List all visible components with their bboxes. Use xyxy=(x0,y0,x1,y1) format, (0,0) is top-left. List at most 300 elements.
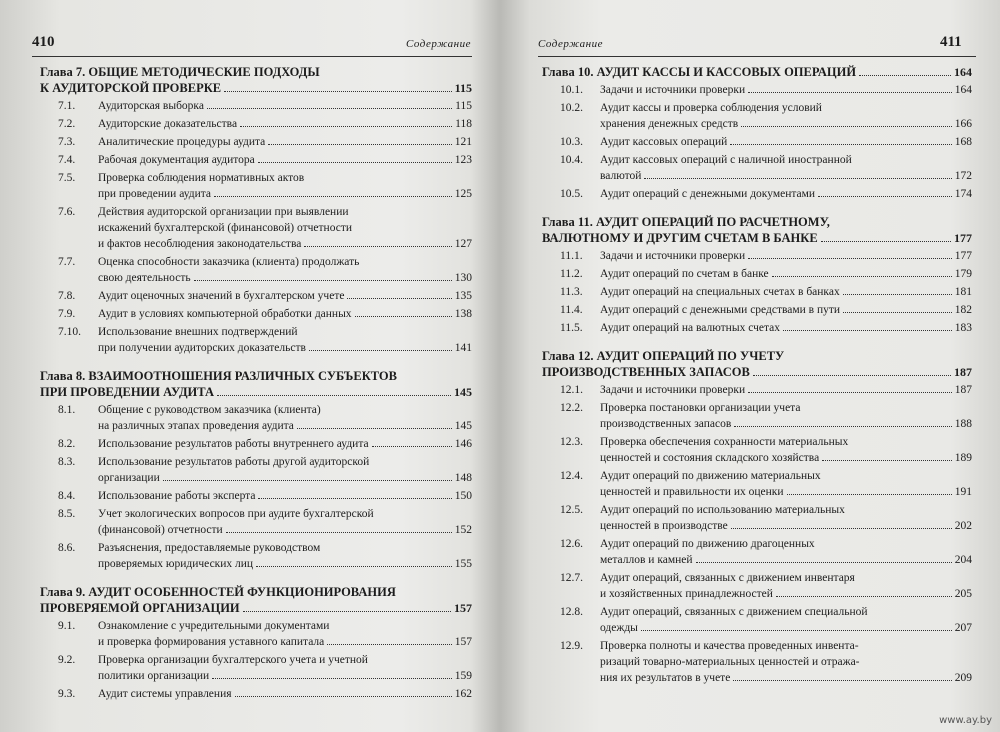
entry-page-number: 166 xyxy=(954,118,972,130)
dot-leader xyxy=(309,350,452,351)
chapter-title-line: ПРОВЕРЯЕМОЙ ОРГАНИЗАЦИИ xyxy=(40,601,240,615)
entry-page-number: 115 xyxy=(455,100,472,112)
entry-line: Оценка способности заказчика (клиента) продолжать xyxy=(98,256,360,268)
toc-entry xyxy=(40,402,472,434)
entry-last-line xyxy=(98,98,472,114)
entry-last-line xyxy=(600,518,972,534)
dot-leader xyxy=(243,611,451,612)
entry-number: 8.1. xyxy=(58,404,76,416)
entry-text xyxy=(600,186,972,202)
entry-page-number: 187 xyxy=(954,384,972,396)
entry-line: ния их результатов в учете xyxy=(600,672,731,684)
entry-text xyxy=(600,320,972,336)
entry-last-line xyxy=(600,248,972,264)
running-head: Содержание xyxy=(406,38,472,50)
page-number: 410 xyxy=(32,34,55,50)
entry-last-line xyxy=(600,552,972,568)
entry-page-number: 205 xyxy=(954,588,972,600)
entry-line: Аудит кассы и проверка соблюдения условий xyxy=(600,102,822,114)
dot-leader xyxy=(734,426,951,427)
entry-line: проверяемых юридических лиц xyxy=(98,558,254,570)
dot-leader xyxy=(748,92,952,93)
entry-text xyxy=(600,248,972,264)
dot-leader xyxy=(843,294,952,295)
toc-entry xyxy=(40,454,472,486)
entry-text xyxy=(98,506,472,538)
dot-leader xyxy=(843,312,952,313)
dot-leader xyxy=(372,446,452,447)
entry-text xyxy=(600,570,972,602)
entry-line: Аудит операций на специальных счетах в банках xyxy=(600,286,840,298)
entry-last-line xyxy=(600,302,972,318)
chapter-title xyxy=(40,584,472,616)
toc-entry xyxy=(40,170,472,202)
chapter-title-line: Глава 12. АУДИТ ОПЕРАЦИЙ ПО УЧЕТУ xyxy=(542,349,785,363)
toc-entry xyxy=(542,284,972,300)
entry-number: 12.2. xyxy=(560,402,583,414)
entry-line: Аудит операций с денежными документами xyxy=(600,188,816,200)
entry-line: ценностей и правильности их оценки xyxy=(600,486,784,498)
entry-last-line xyxy=(98,668,472,684)
dot-leader xyxy=(733,680,951,681)
entry-page-number: 202 xyxy=(954,520,972,532)
chapter-title-row xyxy=(40,80,472,96)
chapter-title-row xyxy=(542,230,972,246)
entry-number: 8.6. xyxy=(58,542,76,554)
entry-last-line xyxy=(98,522,472,538)
entry-line: Проверка постановки организации учета xyxy=(600,402,801,414)
entry-last-line xyxy=(600,116,972,132)
entry-line: и фактов несоблюдения законодательства xyxy=(98,238,302,250)
entry-line: Аудит операций с денежными средствами в пути xyxy=(600,304,841,316)
entry-page-number: 207 xyxy=(954,622,972,634)
entry-number: 7.3. xyxy=(58,136,76,148)
entry-page-number: 145 xyxy=(454,420,472,432)
entry-text xyxy=(98,454,472,486)
dot-leader xyxy=(355,316,452,317)
entry-line: металлов и камней xyxy=(600,554,693,566)
entry-line: искажений бухгалтерской (финансовой) отчетности xyxy=(98,222,353,234)
entry-last-line xyxy=(600,620,972,636)
entry-text xyxy=(98,618,472,650)
toc-entry xyxy=(542,82,972,98)
entry-number: 11.2. xyxy=(560,268,583,280)
chapter-title-line: ПРОИЗВОДСТВЕННЫХ ЗАПАСОВ xyxy=(542,365,750,379)
entry-number: 10.4. xyxy=(560,154,583,166)
dot-leader xyxy=(304,246,451,247)
entry-page-number: 121 xyxy=(454,136,472,148)
entry-text xyxy=(600,302,972,318)
entry-number: 10.3. xyxy=(560,136,583,148)
entry-text xyxy=(98,134,472,150)
entry-text xyxy=(600,152,972,184)
entry-page-number: 204 xyxy=(954,554,972,566)
entry-last-line xyxy=(98,186,472,202)
entry-line: Аудит операций по движению драгоценных xyxy=(600,538,815,550)
entry-number: 7.4. xyxy=(58,154,76,166)
dot-leader xyxy=(235,696,452,697)
toc-entry xyxy=(40,540,472,572)
chapter-title-line: Глава 7. ОБЩИЕ МЕТОДИЧЕСКИЕ ПОДХОДЫ xyxy=(40,65,320,79)
entry-page-number: 174 xyxy=(954,188,972,200)
chapter-title-line: Глава 11. АУДИТ ОПЕРАЦИЙ ПО РАСЧЕТНОМУ, xyxy=(542,215,830,229)
chapter-section xyxy=(40,368,472,572)
entry-line: Аудиторская выборка xyxy=(98,100,204,112)
entry-number: 12.4. xyxy=(560,470,583,482)
watermark: www.ay.by xyxy=(939,715,992,726)
entry-line: ценностей и состояния складского хозяйства xyxy=(600,452,820,464)
entry-text xyxy=(600,468,972,500)
entry-line: Аудит системы управления xyxy=(98,688,232,700)
entry-page-number: 164 xyxy=(954,84,972,96)
entry-text xyxy=(600,134,972,150)
entry-text xyxy=(600,434,972,466)
dot-leader xyxy=(217,395,451,396)
entry-last-line xyxy=(600,484,972,500)
entry-page-number: 155 xyxy=(454,558,472,570)
entry-text xyxy=(98,288,472,304)
entry-last-line xyxy=(600,284,972,300)
dot-leader xyxy=(822,460,952,461)
entry-line: на различных этапах проведения аудита xyxy=(98,420,294,432)
entry-last-line xyxy=(600,586,972,602)
entry-line: Аудит операций на валютных счетах xyxy=(600,322,780,334)
chapter-title-row xyxy=(542,364,972,380)
toc-right xyxy=(542,64,972,692)
toc-entry xyxy=(40,436,472,452)
toc-entry xyxy=(40,686,472,702)
entry-line: при проведении аудита xyxy=(98,188,212,200)
chapter-page-number: 187 xyxy=(954,365,972,379)
entry-page-number: 168 xyxy=(954,136,972,148)
toc-entry xyxy=(542,266,972,282)
entry-number: 12.3. xyxy=(560,436,583,448)
dot-leader xyxy=(163,480,452,481)
dot-leader xyxy=(787,494,952,495)
entry-line: Задачи и источники проверки xyxy=(600,84,746,96)
entry-number: 8.2. xyxy=(58,438,76,450)
entry-last-line xyxy=(600,82,972,98)
entry-line: одежды xyxy=(600,622,638,634)
entry-last-line xyxy=(98,116,472,132)
dot-leader xyxy=(214,196,452,197)
entry-line: Аудит операций по использованию материальных xyxy=(600,504,845,516)
entry-page-number: 138 xyxy=(454,308,472,320)
entry-line: Проверка полноты и качества проведенных инвента- xyxy=(600,640,859,652)
chapter-title xyxy=(40,64,472,96)
dot-leader xyxy=(821,241,951,242)
toc-entry xyxy=(542,638,972,686)
entry-number: 9.2. xyxy=(58,654,76,666)
entry-number: 12.1. xyxy=(560,384,583,396)
entry-text xyxy=(600,536,972,568)
chapter-section xyxy=(542,214,972,336)
entry-text xyxy=(98,436,472,452)
entry-line: Использование внешних подтверждений xyxy=(98,326,298,338)
entry-page-number: 123 xyxy=(454,154,472,166)
entry-line: Разъяснения, предоставляемые руководством xyxy=(98,542,321,554)
entry-last-line xyxy=(600,266,972,282)
entry-number: 7.2. xyxy=(58,118,76,130)
dot-leader xyxy=(258,498,451,499)
chapter-title-line: Глава 8. ВЗАИМООТНОШЕНИЯ РАЗЛИЧНЫХ СУБЪЕКТОВ xyxy=(40,369,397,383)
dot-leader xyxy=(226,532,452,533)
entry-number: 12.5. xyxy=(560,504,583,516)
entry-number: 11.3. xyxy=(560,286,583,298)
entry-last-line xyxy=(600,168,972,184)
running-head: Содержание xyxy=(538,38,604,50)
entry-text xyxy=(98,652,472,684)
chapter-title-row xyxy=(542,64,972,80)
header-rule xyxy=(538,56,976,57)
toc-entry xyxy=(542,536,972,568)
entry-line: Аудит в условиях компьютерной обработки данных xyxy=(98,308,352,320)
toc-entry xyxy=(542,400,972,432)
toc-entry xyxy=(40,506,472,538)
entry-last-line xyxy=(98,236,472,252)
entry-line: валютой xyxy=(600,170,642,182)
chapter-title-row xyxy=(40,384,472,400)
toc-entry xyxy=(40,288,472,304)
toc-entry xyxy=(542,100,972,132)
entry-last-line xyxy=(600,670,972,686)
toc-entry xyxy=(542,320,972,336)
entry-line: и хозяйственных принадлежностей xyxy=(600,588,773,600)
entry-last-line xyxy=(600,186,972,202)
entry-page-number: 182 xyxy=(954,304,972,316)
entry-number: 10.1. xyxy=(560,84,583,96)
entry-page-number: 183 xyxy=(954,322,972,334)
chapter-section xyxy=(40,64,472,356)
entry-number: 12.7. xyxy=(560,572,583,584)
toc-entry xyxy=(40,116,472,132)
entry-page-number: 150 xyxy=(454,490,472,502)
dot-leader xyxy=(783,330,952,331)
entry-line: Использование работы эксперта xyxy=(98,490,256,502)
entry-number: 7.1. xyxy=(58,100,76,112)
chapter-section xyxy=(542,348,972,686)
chapter-title xyxy=(542,348,972,380)
entry-page-number: 125 xyxy=(454,188,472,200)
dot-leader xyxy=(730,144,952,145)
entry-text xyxy=(600,100,972,132)
dot-leader xyxy=(859,75,951,76)
toc-entry xyxy=(542,302,972,318)
entry-last-line xyxy=(98,634,472,650)
entry-page-number: 209 xyxy=(954,672,972,684)
chapter-page-number: 157 xyxy=(454,601,472,615)
toc-entry xyxy=(542,248,972,264)
toc-entry xyxy=(542,134,972,150)
entry-number: 7.8. xyxy=(58,290,76,302)
entry-line: при получении аудиторских доказательств xyxy=(98,342,306,354)
entry-page-number: 135 xyxy=(454,290,472,302)
entry-page-number: 152 xyxy=(454,524,472,536)
toc-entry xyxy=(40,98,472,114)
entry-last-line xyxy=(98,270,472,286)
entry-text xyxy=(600,502,972,534)
entry-text xyxy=(98,306,472,322)
chapter-section xyxy=(40,584,472,702)
dot-leader xyxy=(748,258,952,259)
chapter-title-line: К АУДИТОРСКОЙ ПРОВЕРКЕ xyxy=(40,81,222,95)
chapter-page-number: 177 xyxy=(954,231,972,245)
entry-number: 9.1. xyxy=(58,620,76,632)
entry-number: 11.1. xyxy=(560,250,583,262)
dot-leader xyxy=(258,162,452,163)
entry-line: Аналитические процедуры аудита xyxy=(98,136,266,148)
entry-line: Ознакомление с учредительными документами xyxy=(98,620,330,632)
entry-page-number: 148 xyxy=(454,472,472,484)
page-number: 411 xyxy=(940,34,962,50)
entry-text xyxy=(98,324,472,356)
right-page xyxy=(522,0,1000,732)
entry-last-line xyxy=(98,488,472,504)
entry-line: производственных запасов xyxy=(600,418,732,430)
entry-text xyxy=(600,638,972,686)
dot-leader xyxy=(731,528,952,529)
toc-entry xyxy=(40,306,472,322)
entry-page-number: 118 xyxy=(455,118,472,130)
chapter-page-number: 164 xyxy=(954,65,972,79)
entry-line: (финансовой) отчетности xyxy=(98,524,223,536)
entry-line: Действия аудиторской организации при выявлении xyxy=(98,206,349,218)
entry-last-line xyxy=(98,340,472,356)
toc-entry xyxy=(542,570,972,602)
toc-entry xyxy=(40,204,472,252)
entry-last-line xyxy=(600,450,972,466)
entry-line: Использование результатов работы другой аудиторской xyxy=(98,456,370,468)
entry-text xyxy=(98,116,472,132)
entry-last-line xyxy=(600,134,972,150)
toc-entry xyxy=(40,152,472,168)
chapter-title-row xyxy=(40,600,472,616)
entry-number: 11.5. xyxy=(560,322,583,334)
toc-entry xyxy=(542,382,972,398)
entry-line: Аудит кассовых операций xyxy=(600,136,728,148)
entry-text xyxy=(600,382,972,398)
entry-page-number: 189 xyxy=(954,452,972,464)
entry-line: ризаций товарно-материальных ценностей и отража- xyxy=(600,656,860,668)
dot-leader xyxy=(347,298,451,299)
entry-last-line xyxy=(98,418,472,434)
entry-number: 7.6. xyxy=(58,206,76,218)
entry-text xyxy=(98,488,472,504)
entry-number: 12.8. xyxy=(560,606,583,618)
entry-last-line xyxy=(600,382,972,398)
dot-leader xyxy=(818,196,952,197)
entry-page-number: 141 xyxy=(454,342,472,354)
entry-number: 10.5. xyxy=(560,188,583,200)
toc-entry xyxy=(542,604,972,636)
chapter-section xyxy=(542,64,972,202)
entry-line: Аудит операций, связанных с движением инвентаря xyxy=(600,572,855,584)
entry-line: Аудит операций по движению материальных xyxy=(600,470,821,482)
dot-leader xyxy=(696,562,952,563)
entry-line: и проверка формирования уставного капитала xyxy=(98,636,325,648)
toc-entry xyxy=(542,502,972,534)
chapter-title xyxy=(40,368,472,400)
entry-line: организации xyxy=(98,472,160,484)
entry-last-line xyxy=(98,306,472,322)
entry-page-number: 179 xyxy=(954,268,972,280)
toc-entry xyxy=(40,652,472,684)
dot-leader xyxy=(772,276,952,277)
entry-last-line xyxy=(98,686,472,702)
entry-text xyxy=(98,540,472,572)
dot-leader xyxy=(776,596,952,597)
entry-line: Аудит кассовых операций с наличной иностранной xyxy=(600,154,852,166)
entry-line: Проверка организации бухгалтерского учета и учетной xyxy=(98,654,368,666)
dot-leader xyxy=(641,630,952,631)
entry-page-number: 188 xyxy=(954,418,972,430)
entry-page-number: 130 xyxy=(454,272,472,284)
entry-line: Учет экологических вопросов при аудите бухгалтерской xyxy=(98,508,374,520)
entry-line: политики организации xyxy=(98,670,210,682)
entry-number: 10.2. xyxy=(560,102,583,114)
entry-page-number: 146 xyxy=(454,438,472,450)
toc-entry xyxy=(542,186,972,202)
entry-last-line xyxy=(98,134,472,150)
dot-leader xyxy=(297,428,452,429)
entry-last-line xyxy=(98,152,472,168)
entry-last-line xyxy=(98,288,472,304)
chapter-title-line: Глава 10. АУДИТ КАССЫ И КАССОВЫХ ОПЕРАЦИЙ xyxy=(542,65,857,79)
entry-line: Проверка соблюдения нормативных актов xyxy=(98,172,305,184)
dot-leader xyxy=(256,566,452,567)
toc-entry xyxy=(40,324,472,356)
header-rule xyxy=(32,56,472,57)
entry-line: хранения денежных средств xyxy=(600,118,739,130)
entry-page-number: 159 xyxy=(454,670,472,682)
toc-left xyxy=(40,64,472,708)
entry-last-line xyxy=(98,436,472,452)
entry-page-number: 127 xyxy=(454,238,472,250)
entry-text xyxy=(600,82,972,98)
entry-line: Рабочая документация аудитора xyxy=(98,154,255,166)
dot-leader xyxy=(224,91,452,92)
entry-number: 12.6. xyxy=(560,538,583,550)
dot-leader xyxy=(741,126,952,127)
entry-number: 8.3. xyxy=(58,456,76,468)
entry-page-number: 162 xyxy=(454,688,472,700)
entry-line: Аудит операций, связанных с движением специальной xyxy=(600,606,868,618)
dot-leader xyxy=(327,644,451,645)
entry-text xyxy=(98,686,472,702)
entry-line: Проверка обеспечения сохранности материальных xyxy=(600,436,849,448)
entry-number: 12.9. xyxy=(560,640,583,652)
chapter-title-line: Глава 9. АУДИТ ОСОБЕННОСТЕЙ ФУНКЦИОНИРОВАНИЯ xyxy=(40,585,396,599)
chapter-page-number: 115 xyxy=(454,81,472,95)
toc-entry xyxy=(40,618,472,650)
dot-leader xyxy=(207,108,452,109)
entry-line: свою деятельность xyxy=(98,272,191,284)
toc-entry xyxy=(40,488,472,504)
chapter-title-line: ПРИ ПРОВЕДЕНИИ АУДИТА xyxy=(40,385,215,399)
entry-text xyxy=(98,98,472,114)
chapter-title xyxy=(542,214,972,246)
entry-line: Аудит оценочных значений в бухгалтерском учете xyxy=(98,290,345,302)
entry-line: Аудиторские доказательства xyxy=(98,118,238,130)
dot-leader xyxy=(748,392,952,393)
dot-leader xyxy=(194,280,452,281)
entry-number: 7.9. xyxy=(58,308,76,320)
entry-last-line xyxy=(98,470,472,486)
entry-line: Аудит операций по счетам в банке xyxy=(600,268,769,280)
entry-text xyxy=(600,604,972,636)
entry-page-number: 181 xyxy=(954,286,972,298)
chapter-title xyxy=(542,64,972,80)
